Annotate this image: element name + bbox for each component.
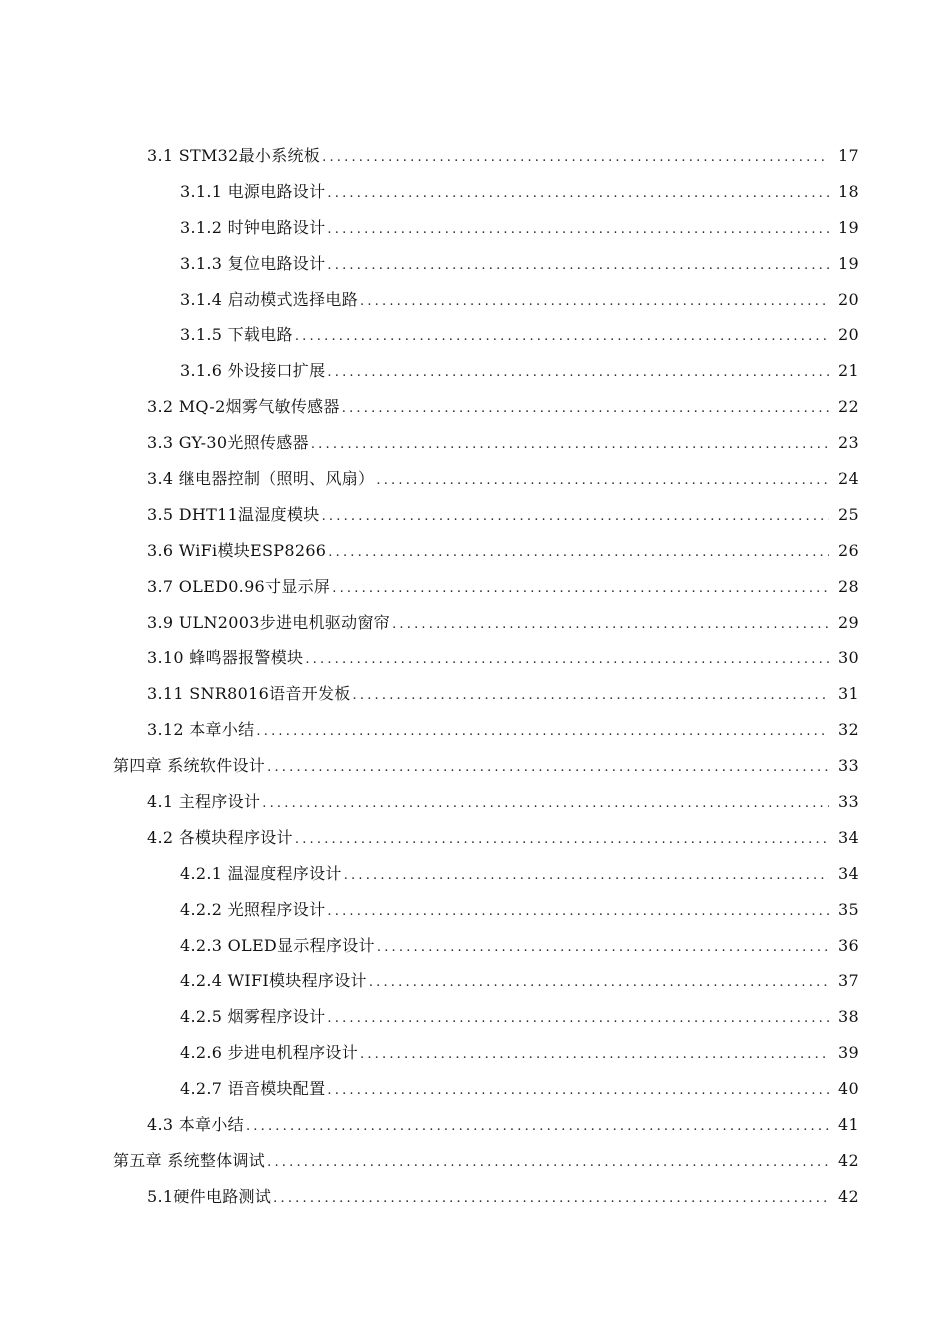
toc-entry-label: 继电器控制（照明、风扇） — [178, 468, 375, 488]
dot-leader — [327, 183, 829, 205]
toc-entry-number: 5.1 — [147, 1186, 174, 1206]
dot-leader — [327, 901, 829, 923]
toc-entry-label: ULN2003步进电机驱动窗帘 — [178, 612, 391, 632]
toc-entry-page-number: 19 — [838, 217, 859, 237]
toc-entry[interactable] — [0, 569, 950, 605]
table-of-contents — [0, 138, 950, 1215]
toc-entry-page-number: 32 — [838, 720, 859, 740]
toc-entry-label: 本章小结 — [189, 720, 255, 740]
dot-leader — [344, 865, 829, 887]
dot-leader — [256, 721, 829, 743]
toc-entry-title — [147, 612, 392, 634]
toc-entry-label: DHT11温湿度模块 — [178, 504, 320, 524]
toc-entry[interactable] — [0, 784, 950, 820]
toc-entry-label: OLED显示程序设计 — [227, 935, 375, 955]
toc-entry-title — [147, 1186, 273, 1208]
toc-entry-title — [147, 145, 322, 167]
toc-entry[interactable] — [0, 497, 950, 533]
toc-entry[interactable] — [0, 1179, 950, 1215]
toc-entry-label: OLED0.96寸显示屏 — [178, 576, 331, 596]
toc-entry-title — [147, 647, 305, 669]
toc-entry-label: 时钟电路设计 — [227, 217, 326, 237]
dot-leader — [295, 326, 829, 348]
dot-leader — [327, 1008, 829, 1030]
toc-entry-page-number: 25 — [838, 504, 859, 524]
dot-leader — [327, 255, 829, 277]
toc-entry-page-number: 33 — [838, 791, 859, 811]
toc-entry[interactable] — [0, 963, 950, 999]
toc-entry-number: 3.9 — [147, 612, 174, 632]
toc-entry[interactable] — [0, 425, 950, 461]
toc-entry-number: 3.5 — [147, 504, 174, 524]
toc-entry[interactable] — [0, 748, 950, 784]
dot-leader — [305, 649, 829, 671]
toc-entry[interactable] — [0, 1035, 950, 1071]
toc-entry-label: 光照程序设计 — [227, 899, 326, 919]
toc-entry-title — [180, 217, 327, 239]
toc-entry-label: 系统整体调试 — [167, 1150, 266, 1170]
toc-entry-number: 4.2.4 — [180, 971, 223, 991]
toc-entry-number: 3.10 — [147, 648, 184, 668]
toc-entry-page-number: 21 — [838, 361, 859, 381]
toc-entry-label: 系统软件设计 — [167, 756, 266, 776]
toc-entry-title — [147, 791, 262, 813]
toc-entry[interactable] — [0, 317, 950, 353]
toc-entry-number: 3.7 — [147, 576, 174, 596]
toc-entry-number: 3.6 — [147, 540, 174, 560]
toc-entry-label: 烟雾程序设计 — [227, 1007, 326, 1027]
toc-entry-label: 电源电路设计 — [227, 181, 326, 201]
toc-entry-page-number: 40 — [838, 1079, 859, 1099]
toc-entry-title — [180, 360, 327, 382]
toc-entry-label: 本章小结 — [178, 1114, 244, 1134]
toc-entry[interactable] — [0, 856, 950, 892]
toc-entry-page-number: 42 — [838, 1186, 859, 1206]
toc-entry-title — [147, 827, 295, 849]
toc-entry[interactable] — [0, 892, 950, 928]
toc-entry-number: 3.1.6 — [180, 361, 223, 381]
toc-entry-page-number: 29 — [838, 612, 859, 632]
toc-entry-page-number: 30 — [838, 648, 859, 668]
toc-entry-title — [147, 683, 353, 705]
toc-entry-number: 3.4 — [147, 468, 174, 488]
toc-entry-page-number: 37 — [838, 971, 859, 991]
toc-entry[interactable] — [0, 712, 950, 748]
toc-entry-label: 复位电路设计 — [227, 253, 326, 273]
toc-entry-page-number: 23 — [838, 433, 859, 453]
toc-entry-label: 硬件电路测试 — [173, 1186, 272, 1206]
dot-leader — [273, 1188, 829, 1210]
toc-entry[interactable] — [0, 210, 950, 246]
toc-entry-title — [147, 719, 256, 741]
toc-entry-number: 3.1.5 — [180, 325, 223, 345]
toc-entry-label: 主程序设计 — [178, 791, 261, 811]
toc-entry-title — [180, 1078, 327, 1100]
toc-entry[interactable] — [0, 676, 950, 712]
toc-entry-number: 4.2.6 — [180, 1043, 223, 1063]
dot-leader — [332, 578, 829, 600]
toc-entry[interactable] — [0, 605, 950, 641]
toc-entry-number: 4.2.2 — [180, 899, 223, 919]
toc-entry[interactable] — [0, 1071, 950, 1107]
toc-entry-page-number: 22 — [838, 397, 859, 417]
dot-leader — [392, 614, 829, 636]
toc-entry[interactable] — [0, 640, 950, 676]
toc-entry[interactable] — [0, 461, 950, 497]
toc-entry-number: 4.3 — [147, 1114, 174, 1134]
dot-leader — [311, 434, 829, 456]
dot-leader — [262, 793, 829, 815]
toc-entry-label: GY-30光照传感器 — [178, 433, 309, 453]
toc-entry-title — [113, 1150, 267, 1172]
toc-entry-number: 3.12 — [147, 720, 184, 740]
toc-entry-title — [147, 504, 322, 526]
toc-entry-title — [180, 253, 327, 275]
toc-entry-number: 4.2.5 — [180, 1007, 223, 1027]
dot-leader — [328, 542, 829, 564]
dot-leader — [327, 219, 829, 241]
dot-leader — [267, 1152, 829, 1174]
toc-entry[interactable] — [0, 1143, 950, 1179]
toc-entry-title — [147, 468, 376, 490]
toc-entry[interactable] — [0, 820, 950, 856]
toc-entry-title — [180, 899, 327, 921]
toc-entry[interactable] — [0, 928, 950, 964]
toc-entry-page-number: 18 — [838, 181, 859, 201]
dot-leader — [353, 685, 829, 707]
toc-entry-page-number: 34 — [838, 863, 859, 883]
toc-entry-number: 3.2 — [147, 397, 174, 417]
toc-entry-title — [180, 863, 344, 885]
toc-entry-label: WiFi模块ESP8266 — [178, 540, 327, 560]
toc-entry[interactable] — [0, 246, 950, 282]
toc-entry-number: 4.2 — [147, 827, 174, 847]
toc-entry[interactable] — [0, 389, 950, 425]
toc-entry-page-number: 31 — [838, 684, 859, 704]
toc-entry[interactable] — [0, 1107, 950, 1143]
toc-entry-label: 外设接口扩展 — [227, 361, 326, 381]
toc-entry[interactable] — [0, 282, 950, 318]
dot-leader — [246, 1116, 829, 1138]
dot-leader — [327, 362, 829, 384]
toc-entry-page-number: 42 — [838, 1150, 859, 1170]
toc-entry[interactable] — [0, 999, 950, 1035]
toc-entry[interactable] — [0, 353, 950, 389]
toc-entry-page-number: 35 — [838, 899, 859, 919]
toc-entry-title — [147, 576, 332, 598]
toc-entry[interactable] — [0, 533, 950, 569]
toc-entry-page-number: 28 — [838, 576, 859, 596]
dot-leader — [360, 291, 829, 313]
toc-entry-title — [180, 970, 369, 992]
dot-leader — [267, 757, 829, 779]
toc-entry-label: SNR8016语音开发板 — [189, 684, 351, 704]
toc-entry-page-number: 24 — [838, 468, 859, 488]
toc-entry-number: 3.3 — [147, 433, 174, 453]
toc-entry-page-number: 17 — [838, 145, 859, 165]
toc-entry[interactable] — [0, 138, 950, 174]
toc-entry-number: 第四章 — [113, 756, 162, 776]
toc-entry-page-number: 33 — [838, 756, 859, 776]
toc-entry-page-number: 39 — [838, 1043, 859, 1063]
dot-leader — [360, 1044, 829, 1066]
toc-entry-page-number: 20 — [838, 289, 859, 309]
toc-entry-number: 3.1.2 — [180, 217, 223, 237]
toc-entry-label: 步进电机程序设计 — [227, 1043, 359, 1063]
toc-entry-title — [147, 432, 311, 454]
toc-entry-label: 各模块程序设计 — [178, 827, 293, 847]
toc-entry-title — [180, 324, 295, 346]
toc-entry-number: 3.1.3 — [180, 253, 223, 273]
toc-entry-title — [180, 1006, 327, 1028]
toc-entry-title — [180, 935, 377, 957]
dot-leader — [376, 470, 829, 492]
dot-leader — [322, 147, 829, 169]
toc-entry-page-number: 38 — [838, 1007, 859, 1027]
dot-leader — [322, 506, 829, 528]
toc-entry-page-number: 36 — [838, 935, 859, 955]
toc-entry-label: 启动模式选择电路 — [227, 289, 359, 309]
toc-entry-page-number: 26 — [838, 540, 859, 560]
dot-leader — [295, 829, 829, 851]
toc-entry-number: 第五章 — [113, 1150, 162, 1170]
toc-entry-title — [180, 1042, 360, 1064]
toc-entry-number: 4.2.7 — [180, 1079, 223, 1099]
toc-entry[interactable] — [0, 174, 950, 210]
toc-entry-page-number: 19 — [838, 253, 859, 273]
toc-entry-label: STM32最小系统板 — [178, 145, 321, 165]
toc-entry-title — [113, 755, 267, 777]
toc-entry-label: 温湿度程序设计 — [227, 863, 342, 883]
toc-entry-title — [180, 289, 360, 311]
toc-entry-label: 下载电路 — [227, 325, 293, 345]
dot-leader — [377, 937, 829, 959]
toc-entry-page-number: 34 — [838, 827, 859, 847]
toc-entry-number: 3.1 — [147, 145, 174, 165]
toc-entry-label: 蜂鸣器报警模块 — [189, 648, 304, 668]
toc-entry-number: 4.2.1 — [180, 863, 223, 883]
toc-entry-label: MQ-2烟雾气敏传感器 — [178, 397, 340, 417]
toc-entry-label: 语音模块配置 — [227, 1079, 326, 1099]
dot-leader — [342, 398, 829, 420]
toc-entry-title — [147, 540, 328, 562]
dot-leader — [327, 1080, 829, 1102]
toc-entry-page-number: 41 — [838, 1114, 859, 1134]
toc-entry-number: 3.1.1 — [180, 181, 223, 201]
toc-entry-page-number: 20 — [838, 325, 859, 345]
toc-entry-number: 4.2.3 — [180, 935, 223, 955]
toc-entry-number: 3.11 — [147, 684, 184, 704]
toc-entry-title — [147, 1114, 246, 1136]
toc-entry-title — [147, 396, 342, 418]
toc-entry-title — [180, 181, 327, 203]
toc-entry-number: 4.1 — [147, 791, 174, 811]
toc-entry-number: 3.1.4 — [180, 289, 223, 309]
dot-leader — [369, 972, 829, 994]
toc-entry-label: WIFI模块程序设计 — [227, 971, 367, 991]
